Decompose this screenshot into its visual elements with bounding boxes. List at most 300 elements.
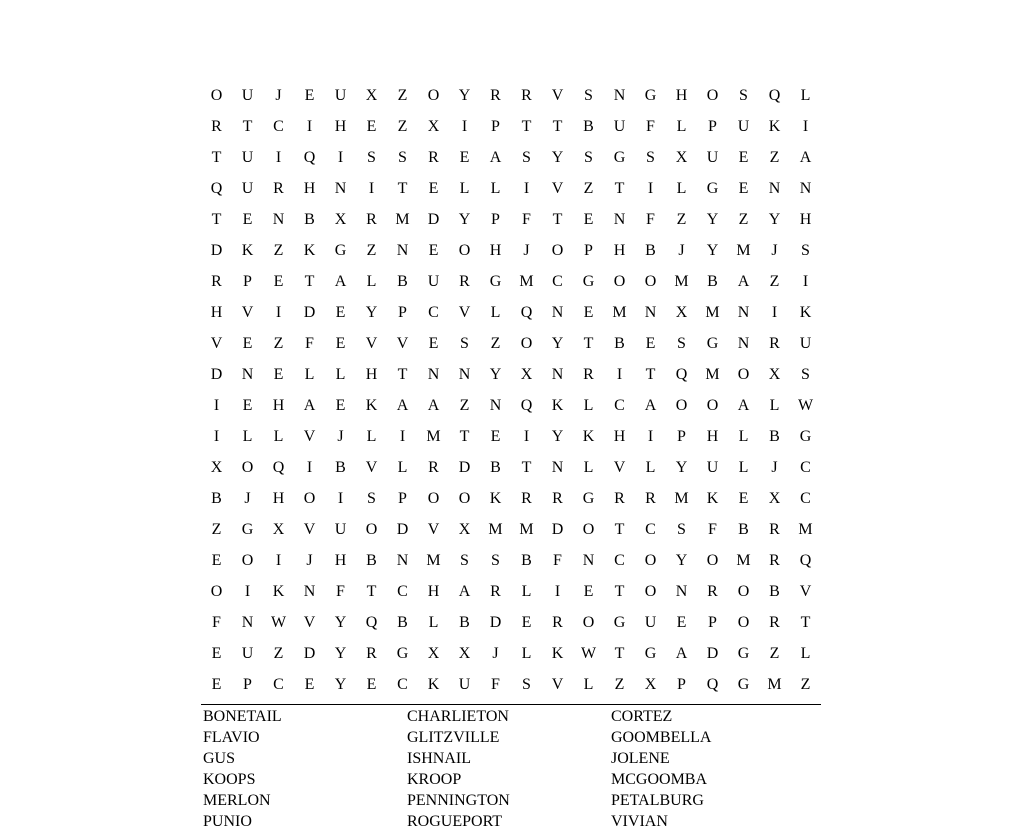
- grid-letter: T: [800, 613, 811, 631]
- grid-letter: I: [802, 272, 809, 290]
- grid-letter: C: [428, 303, 439, 321]
- grid-letter: M: [426, 551, 441, 569]
- grid-letter: A: [489, 148, 502, 166]
- grid-letter: I: [523, 427, 530, 445]
- grid-letter: A: [644, 396, 657, 414]
- grid-letter: I: [275, 148, 282, 166]
- grid-letter: Y: [675, 551, 688, 569]
- grid-letter: V: [458, 303, 471, 321]
- grid-letter: V: [365, 334, 378, 352]
- grid-letter: M: [767, 675, 782, 693]
- grid-letter: Y: [489, 365, 502, 383]
- grid-letter: A: [675, 644, 688, 662]
- grid-letter: Z: [366, 241, 377, 259]
- grid-letter: K: [582, 427, 595, 445]
- grid-letter: T: [397, 179, 408, 197]
- grid-letter: Z: [397, 117, 408, 135]
- grid-letter: N: [241, 365, 254, 383]
- grid-letter: I: [368, 179, 375, 197]
- grid-letter: X: [768, 365, 781, 383]
- grid-letter: O: [458, 489, 471, 507]
- grid-letter: E: [428, 334, 439, 352]
- grid-letter: C: [273, 117, 284, 135]
- grid-letter: C: [800, 489, 811, 507]
- grid-letter: U: [241, 644, 254, 662]
- grid-letter: S: [522, 148, 531, 166]
- grid-letter: Y: [458, 86, 471, 104]
- grid-letter: P: [491, 117, 500, 135]
- grid-letter: Q: [210, 179, 223, 197]
- grid-letter: E: [521, 613, 532, 631]
- grid-letter: X: [675, 148, 688, 166]
- grid-letter: O: [675, 396, 688, 414]
- grid-letter: L: [242, 427, 253, 445]
- grid-letter: V: [551, 675, 564, 693]
- word-list-item: GLITZVILLE: [407, 729, 500, 746]
- grid-letter: M: [488, 520, 503, 538]
- grid-letter: E: [335, 396, 346, 414]
- grid-letter: G: [613, 613, 626, 631]
- grid-letter: A: [334, 272, 347, 290]
- grid-letter: S: [367, 489, 376, 507]
- grid-letter: N: [396, 551, 409, 569]
- grid-letter: B: [490, 458, 501, 476]
- grid-letter: I: [213, 396, 220, 414]
- grid-letter: N: [551, 365, 564, 383]
- grid-letter: T: [552, 117, 563, 135]
- grid-letter: V: [210, 334, 223, 352]
- grid-letter: Y: [551, 427, 564, 445]
- grid-letter: D: [303, 644, 316, 662]
- grid-letter: Z: [738, 210, 749, 228]
- grid-letter: T: [645, 365, 656, 383]
- grid-letter: H: [706, 427, 719, 445]
- grid-letter: P: [398, 303, 407, 321]
- grid-letter: D: [210, 365, 223, 383]
- grid-letter: T: [614, 582, 625, 600]
- grid-letter: R: [583, 365, 594, 383]
- grid-letter: E: [428, 179, 439, 197]
- grid-letter: G: [706, 334, 719, 352]
- divider: [201, 704, 821, 705]
- word-list-item: PENNINGTON: [407, 792, 510, 809]
- grid-letter: K: [706, 489, 719, 507]
- grid-letter: M: [612, 303, 627, 321]
- letter-grid: [201, 80, 821, 700]
- grid-letter: U: [427, 272, 440, 290]
- grid-letter: M: [395, 210, 410, 228]
- grid-letter: O: [644, 551, 657, 569]
- grid-letter: A: [396, 396, 409, 414]
- grid-letter: R: [521, 86, 532, 104]
- grid-letter: Y: [551, 334, 564, 352]
- grid-letter: V: [303, 520, 316, 538]
- grid-letter: P: [708, 117, 717, 135]
- grid-letter: G: [799, 427, 812, 445]
- grid-letter: N: [551, 303, 564, 321]
- grid-letter: O: [551, 241, 564, 259]
- grid-letter: O: [210, 86, 223, 104]
- grid-letter: K: [768, 117, 781, 135]
- grid-letter: L: [521, 644, 532, 662]
- grid-letter: N: [303, 582, 316, 600]
- word-list-item: VIVIAN: [611, 813, 668, 830]
- grid-letter: N: [551, 458, 564, 476]
- grid-letter: V: [613, 458, 626, 476]
- grid-letter: E: [583, 303, 594, 321]
- grid-letter: E: [428, 241, 439, 259]
- grid-letter: L: [521, 582, 532, 600]
- grid-letter: L: [490, 303, 501, 321]
- grid-letter: U: [241, 148, 254, 166]
- word-list-item: PETALBURG: [611, 792, 704, 809]
- grid-letter: S: [398, 148, 407, 166]
- grid-letter: T: [242, 117, 253, 135]
- grid-letter: C: [397, 582, 408, 600]
- grid-letter: H: [272, 396, 285, 414]
- grid-letter: C: [552, 272, 563, 290]
- grid-letter: C: [397, 675, 408, 693]
- grid-letter: F: [212, 613, 221, 631]
- grid-letter: T: [521, 117, 532, 135]
- grid-letter: S: [677, 520, 686, 538]
- grid-letter: J: [244, 489, 251, 507]
- grid-letter: E: [304, 86, 315, 104]
- grid-letter: T: [614, 179, 625, 197]
- grid-letter: G: [396, 644, 409, 662]
- grid-letter: D: [396, 520, 409, 538]
- grid-letter: O: [737, 613, 750, 631]
- grid-letter: T: [614, 520, 625, 538]
- grid-letter: V: [551, 86, 564, 104]
- grid-letter: Z: [614, 675, 625, 693]
- grid-letter: S: [460, 334, 469, 352]
- grid-letter: Z: [800, 675, 811, 693]
- grid-letter: U: [241, 86, 254, 104]
- grid-letter: V: [303, 427, 316, 445]
- grid-letter: U: [334, 86, 347, 104]
- grid-letter: V: [241, 303, 254, 321]
- grid-letter: R: [769, 613, 780, 631]
- grid-letter: H: [427, 582, 440, 600]
- grid-letter: N: [799, 179, 812, 197]
- grid-letter: R: [211, 117, 222, 135]
- grid-letter: Z: [273, 334, 284, 352]
- grid-letter: H: [334, 117, 347, 135]
- grid-letter: E: [490, 427, 501, 445]
- grid-letter: N: [427, 365, 440, 383]
- grid-letter: I: [306, 458, 313, 476]
- grid-letter: B: [769, 427, 780, 445]
- grid-letter: N: [489, 396, 502, 414]
- grid-letter: F: [336, 582, 345, 600]
- grid-letter: Z: [769, 148, 780, 166]
- grid-letter: E: [335, 303, 346, 321]
- grid-letter: R: [645, 489, 656, 507]
- grid-letter: B: [366, 551, 377, 569]
- grid-letter: I: [275, 551, 282, 569]
- word-list-item: KROOP: [407, 771, 462, 788]
- grid-letter: S: [739, 86, 748, 104]
- grid-letter: K: [799, 303, 812, 321]
- grid-letter: O: [582, 520, 595, 538]
- grid-letter: Q: [706, 675, 719, 693]
- grid-letter: K: [272, 582, 285, 600]
- grid-letter: U: [241, 179, 254, 197]
- grid-letter: I: [616, 365, 623, 383]
- grid-letter: L: [459, 179, 470, 197]
- grid-letter: R: [769, 551, 780, 569]
- grid-letter: O: [427, 86, 440, 104]
- grid-letter: O: [737, 365, 750, 383]
- grid-letter: J: [771, 241, 778, 259]
- grid-letter: R: [552, 489, 563, 507]
- grid-letter: D: [551, 520, 564, 538]
- grid-letter: G: [706, 179, 719, 197]
- grid-letter: R: [521, 489, 532, 507]
- grid-letter: V: [365, 458, 378, 476]
- grid-letter: O: [241, 458, 254, 476]
- grid-letter: O: [613, 272, 626, 290]
- grid-letter: O: [365, 520, 378, 538]
- grid-letter: G: [737, 675, 750, 693]
- grid-letter: S: [801, 365, 810, 383]
- grid-letter: R: [707, 582, 718, 600]
- grid-letter: I: [399, 427, 406, 445]
- grid-letter: N: [613, 210, 626, 228]
- grid-letter: B: [397, 272, 408, 290]
- grid-letter: V: [303, 613, 316, 631]
- grid-letter: B: [583, 117, 594, 135]
- grid-letter: X: [427, 117, 440, 135]
- grid-letter: E: [304, 675, 315, 693]
- grid-letter: U: [458, 675, 471, 693]
- grid-letter: E: [242, 334, 253, 352]
- grid-letter: E: [583, 582, 594, 600]
- grid-letter: R: [769, 520, 780, 538]
- grid-letter: I: [647, 179, 654, 197]
- grid-letter: E: [242, 396, 253, 414]
- grid-letter: B: [614, 334, 625, 352]
- grid-letter: Z: [459, 396, 470, 414]
- grid-letter: C: [273, 675, 284, 693]
- grid-letter: R: [211, 272, 222, 290]
- word-list-item: ISHNAIL: [407, 750, 471, 767]
- grid-letter: E: [676, 613, 687, 631]
- grid-letter: L: [428, 613, 439, 631]
- grid-letter: Z: [583, 179, 594, 197]
- grid-letter: S: [646, 148, 655, 166]
- word-list-item: GUS: [203, 750, 236, 767]
- grid-letter: Y: [706, 241, 719, 259]
- grid-letter: J: [306, 551, 313, 569]
- grid-letter: H: [303, 179, 316, 197]
- grid-letter: P: [708, 613, 717, 631]
- grid-letter: L: [335, 365, 346, 383]
- grid-letter: V: [799, 582, 812, 600]
- grid-letter: F: [491, 675, 500, 693]
- grid-letter: E: [583, 210, 594, 228]
- grid-letter: W: [270, 613, 287, 631]
- grid-letter: S: [584, 148, 593, 166]
- grid-letter: M: [519, 520, 534, 538]
- grid-letter: L: [366, 272, 377, 290]
- grid-letter: S: [584, 86, 593, 104]
- grid-letter: A: [303, 396, 316, 414]
- grid-letter: K: [365, 396, 378, 414]
- grid-letter: Q: [520, 396, 533, 414]
- grid-letter: O: [644, 272, 657, 290]
- grid-letter: U: [706, 148, 719, 166]
- grid-letter: D: [489, 613, 502, 631]
- grid-letter: O: [458, 241, 471, 259]
- grid-letter: M: [798, 520, 813, 538]
- grid-letter: X: [365, 86, 378, 104]
- grid-letter: Z: [769, 272, 780, 290]
- grid-letter: I: [275, 303, 282, 321]
- grid-letter: R: [490, 86, 501, 104]
- grid-letter: J: [523, 241, 530, 259]
- grid-letter: H: [210, 303, 223, 321]
- grid-letter: T: [397, 365, 408, 383]
- grid-letter: G: [489, 272, 502, 290]
- grid-letter: B: [304, 210, 315, 228]
- grid-letter: N: [768, 179, 781, 197]
- grid-letter: N: [737, 303, 750, 321]
- grid-letter: O: [582, 613, 595, 631]
- grid-letter: F: [708, 520, 717, 538]
- grid-letter: I: [337, 148, 344, 166]
- grid-letter: L: [583, 675, 594, 693]
- grid-letter: Y: [334, 644, 347, 662]
- grid-letter: N: [613, 86, 626, 104]
- grid-letter: H: [675, 86, 688, 104]
- grid-letter: Z: [273, 241, 284, 259]
- grid-letter: I: [337, 489, 344, 507]
- grid-letter: L: [676, 117, 687, 135]
- grid-letter: L: [800, 86, 811, 104]
- word-list-item: JOLENE: [611, 750, 670, 767]
- grid-letter: Z: [490, 334, 501, 352]
- grid-letter: X: [520, 365, 533, 383]
- grid-letter: O: [706, 396, 719, 414]
- grid-letter: T: [304, 272, 315, 290]
- grid-letter: N: [582, 551, 595, 569]
- grid-letter: X: [458, 644, 471, 662]
- grid-letter: Y: [675, 458, 688, 476]
- grid-letter: T: [552, 210, 563, 228]
- grid-letter: C: [614, 396, 625, 414]
- grid-letter: G: [737, 644, 750, 662]
- grid-letter: S: [801, 241, 810, 259]
- grid-letter: E: [645, 334, 656, 352]
- grid-letter: K: [427, 675, 440, 693]
- grid-letter: G: [582, 489, 595, 507]
- grid-letter: M: [674, 489, 689, 507]
- grid-letter: Z: [676, 210, 687, 228]
- grid-letter: G: [613, 148, 626, 166]
- grid-letter: O: [427, 489, 440, 507]
- grid-letter: O: [644, 582, 657, 600]
- grid-letter: H: [334, 551, 347, 569]
- grid-letter: Y: [551, 148, 564, 166]
- grid-letter: L: [583, 396, 594, 414]
- grid-letter: V: [396, 334, 409, 352]
- grid-letter: L: [769, 396, 780, 414]
- grid-letter: N: [272, 210, 285, 228]
- grid-letter: O: [303, 489, 316, 507]
- grid-letter: E: [738, 489, 749, 507]
- grid-letter: Y: [458, 210, 471, 228]
- grid-letter: O: [241, 551, 254, 569]
- grid-letter: P: [677, 675, 686, 693]
- grid-letter: E: [211, 551, 222, 569]
- grid-letter: Y: [706, 210, 719, 228]
- grid-letter: N: [675, 582, 688, 600]
- grid-letter: B: [335, 458, 346, 476]
- word-list-item: MCGOOMBA: [611, 771, 708, 788]
- grid-letter: F: [646, 117, 655, 135]
- grid-letter: A: [737, 272, 750, 290]
- grid-letter: Q: [799, 551, 812, 569]
- grid-letter: H: [365, 365, 378, 383]
- grid-letter: V: [427, 520, 440, 538]
- grid-letter: B: [521, 551, 532, 569]
- grid-letter: G: [241, 520, 254, 538]
- grid-letter: L: [397, 458, 408, 476]
- grid-letter: Y: [334, 613, 347, 631]
- grid-letter: X: [675, 303, 688, 321]
- grid-letter: E: [335, 334, 346, 352]
- grid-letter: E: [459, 148, 470, 166]
- grid-letter: S: [491, 551, 500, 569]
- grid-letter: I: [647, 427, 654, 445]
- grid-letter: S: [522, 675, 531, 693]
- grid-letter: S: [367, 148, 376, 166]
- grid-letter: R: [273, 179, 284, 197]
- grid-letter: O: [520, 334, 533, 352]
- grid-letter: M: [705, 365, 720, 383]
- grid-letter: X: [458, 520, 471, 538]
- grid-letter: S: [460, 551, 469, 569]
- grid-letter: U: [644, 613, 657, 631]
- grid-letter: N: [737, 334, 750, 352]
- word-list-item: CORTEZ: [611, 708, 673, 725]
- grid-letter: D: [427, 210, 440, 228]
- grid-letter: X: [427, 644, 440, 662]
- grid-letter: L: [676, 179, 687, 197]
- grid-letter: R: [366, 644, 377, 662]
- grid-letter: X: [644, 675, 657, 693]
- grid-letter: U: [799, 334, 812, 352]
- grid-letter: H: [489, 241, 502, 259]
- grid-letter: T: [521, 458, 532, 476]
- grid-letter: Q: [365, 613, 378, 631]
- word-list-item: GOOMBELLA: [611, 729, 712, 746]
- grid-letter: K: [551, 396, 564, 414]
- grid-letter: J: [678, 241, 685, 259]
- grid-letter: Y: [334, 675, 347, 693]
- grid-letter: Z: [273, 644, 284, 662]
- grid-letter: K: [489, 489, 502, 507]
- word-list-item: PUNIO: [203, 813, 252, 830]
- grid-letter: H: [613, 427, 626, 445]
- grid-letter: Z: [211, 520, 222, 538]
- grid-letter: R: [552, 613, 563, 631]
- grid-letter: U: [706, 458, 719, 476]
- grid-letter: P: [398, 489, 407, 507]
- grid-letter: E: [211, 644, 222, 662]
